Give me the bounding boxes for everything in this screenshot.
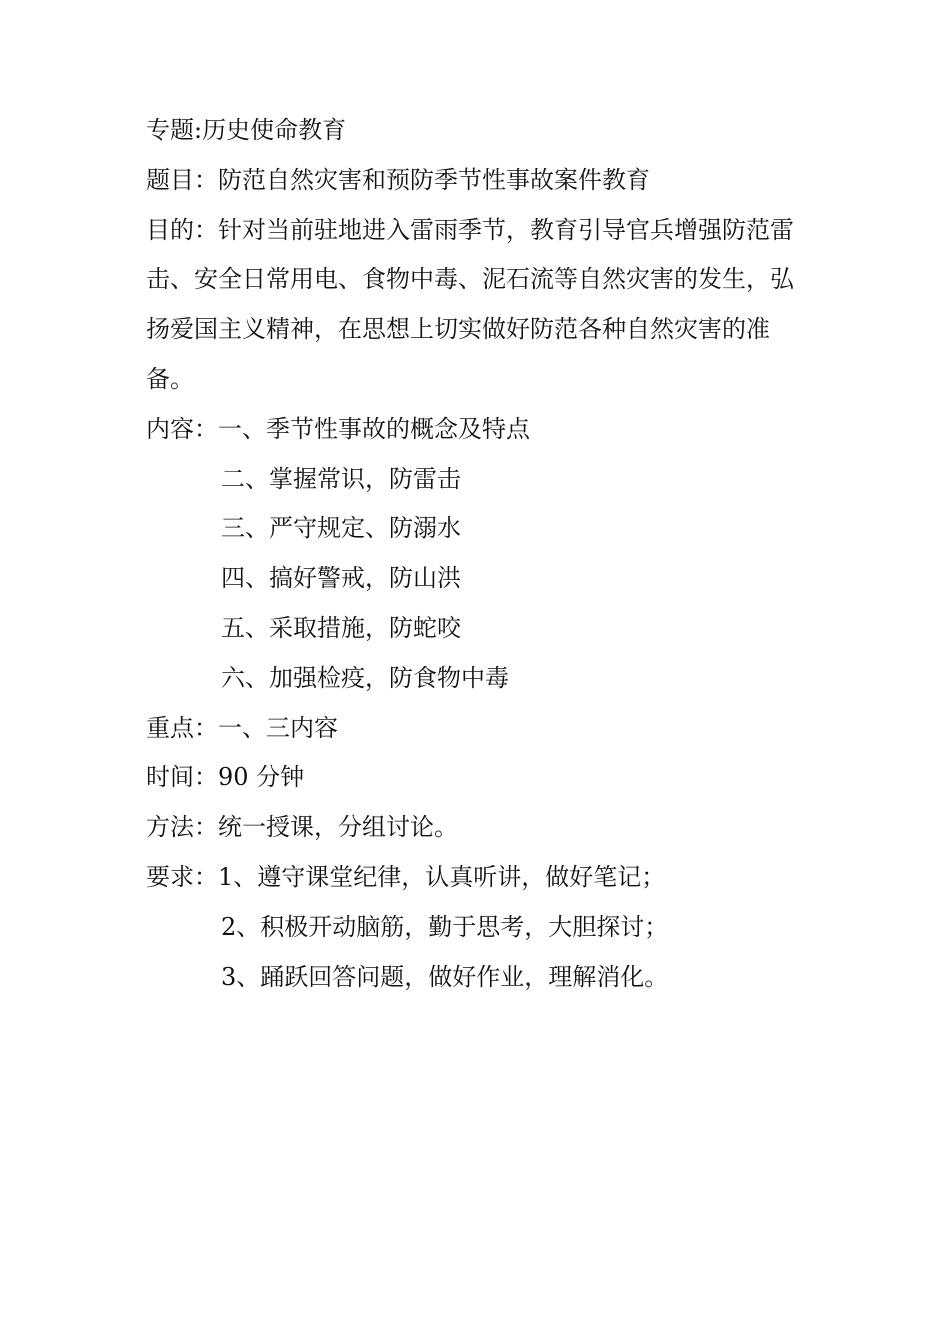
topic-value: 历史使命教育 [202,116,347,144]
requirement-item-2: 2、积极开动脑筋，勤于思考，大胆探讨； [221,912,669,941]
content-item-6: 六、加强检疫，防食物中毒 [221,663,509,692]
requirement-line [146,853,811,903]
focus-label: 重点： [146,713,218,742]
method-value: 统一授课，分组讨论。 [218,813,458,842]
time-value: 90 分钟 [218,763,305,792]
title-value: 防范自然灾害和预防季节性事故案件教育 [218,165,650,194]
purpose-value: 针对当前驻地进入雷雨季节，教育引导官兵增强防范雷击、安全日常用电、食物中毒、泥石流等自然灾害的发生，弘扬爱国主义精神，在思想上切实做好防范各种自然灾害的准备。 [146,215,794,393]
time-label: 时间： [146,763,218,792]
time-line [146,753,811,803]
content-label: 内容： [146,414,218,443]
purpose-paragraph [146,206,811,405]
requirement-item-3: 3、踊跃回答问题，做好作业，理解消化。 [221,962,669,991]
focus-value: 一、三内容 [218,713,338,742]
content-item-4: 四、搞好警戒，防山洪 [221,564,461,593]
purpose-label: 目的： [146,215,218,244]
requirement-label: 要求： [146,862,218,891]
topic-separator: : [194,116,203,144]
content-line [146,405,811,455]
content-item-2: 二、掌握常识，防雷击 [221,464,461,493]
topic-label: 专题 [146,116,194,144]
title-label: 题目： [146,165,218,194]
content-item-3: 三、严守规定、防溺水 [221,514,461,543]
content-item-1: 一、季节性事故的概念及特点 [218,414,530,443]
topic-line [146,106,811,156]
content-item-5: 五、采取措施，防蛇咬 [221,613,461,642]
method-line [146,803,811,853]
focus-line [146,704,811,754]
requirement-item-1: 1、遵守课堂纪律，认真听讲，做好笔记； [218,862,666,891]
document-body [146,106,811,1002]
method-label: 方法： [146,813,218,842]
title-line [146,156,811,206]
